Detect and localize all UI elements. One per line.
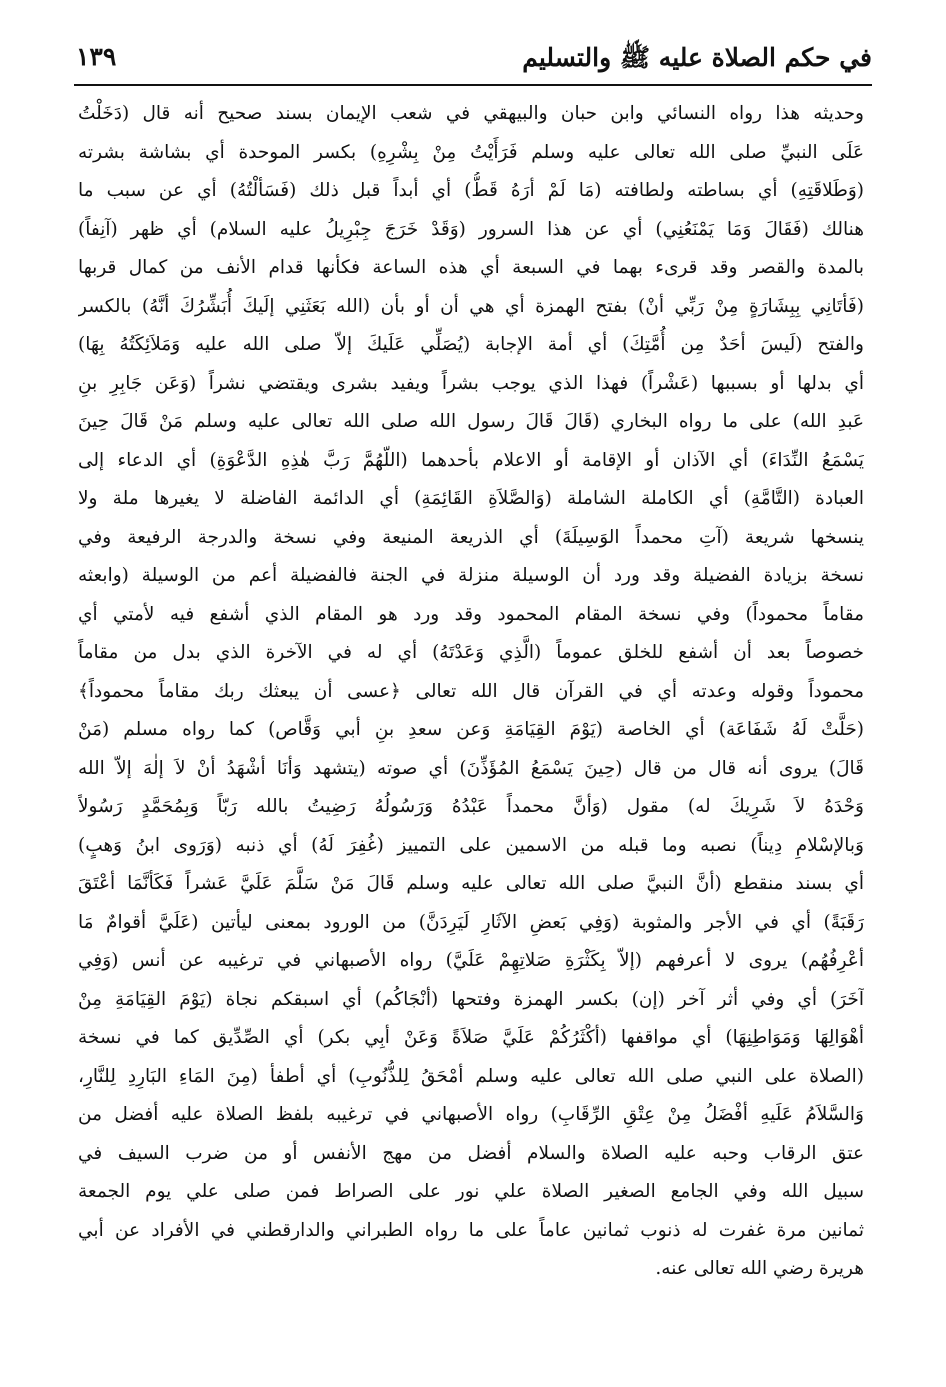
text-line: العبادة (التَّامَّةِ) أي الكاملة الشاملة (وَالصَّلاَةِ القَائِمَةِ) أي الدائمة الفاضلة لا يغيرها ملة ولا (78, 488, 864, 509)
text-line: آخَرَ) أي وفي أثر آخر (إن) بكسر الهمزة وفتحها (أنْجَاكُم) أي اسبقكم نجاة (يَوْمَ القِيَامَةِ مِنْ (78, 988, 864, 1010)
text-line: محموداً وقوله وعدته أي في القرآن قال الله تعالى ﴿عسى أن يبعثك ربك مقاماً محموداً﴾ (78, 680, 864, 702)
text-line: وَحْدَهُ لاَ شَرِيكَ له) مقول (وَأنَّ محمداً عَبْدُهُ وَرَسُولُهُ رَضِيتُ بالله رَبّاً وَبِمُحَمَّدٍ رَسُولاً (78, 796, 864, 817)
text-line: هنالك (فَقَالَ وَمَا يَمْنَعُنِي) أي عن هذا السرور (وَقَدْ خَرَجَ جِبْرِيلُ عليه السلام) أي ظهر (آنِفاً) (78, 218, 864, 240)
text-line: يَسْمَعُ النِّدَاءَ) أي الآذان أو الإقامة أو الاعلام بأحدهما (اللّهُمَّ رَبَّ هٰذِهِ الدَّعْوَةِ) أي الدعاء إلى (78, 449, 864, 471)
text-line: رَقَبَةً) أي في الأجر والمثوبة (وَفِي بَعضِ الآثَارِ لَيَرِدَنَّ) من الورود بمعنى ليأتين (عَلَيَّ أقوامٌ مَا (78, 911, 864, 933)
text-line: خصوصاً بعد أن أشفع للخلق عموماً (الَّذِي وَعَدْتَهُ) أي له في الآخرة الذي بدل من مقاماً (78, 642, 864, 663)
body-text (78, 95, 864, 1289)
text-line: ينسخها شريعة (آتِ محمداً الوَسِيلَةَ) أي الذريعة المنيعة وفي نسخة والدرجة الرفيعة وفي (78, 526, 864, 548)
text-line: وحديثه هذا رواه النسائي وابن حبان والبيهقي في شعب الإيمان بسند صحيح أنه قال (دَخَلْتُ (78, 103, 864, 124)
text-line: أهْوَالِهَا وَمَوَاطِنِهَا) أي مواقفها (أكْثَرُكُمْ عَلَيَّ صَلاَةً وَعَنْ أبِي بكر) أي الصِّدِّيق كما في نسخة (78, 1027, 864, 1048)
text-line: عَبدِ الله) على ما رواه البخاري (قَالَ قَالَ رسول الله صلى الله تعالى عليه وسلم مَنْ قَالَ حِينَ (78, 411, 864, 432)
page-header (74, 36, 872, 86)
text-line: (وَطَلاقَتِهِ) أي بساطته ولطافته (مَا لَمْ أرَهُ قَطُّ) أي أبداً قبل ذلك (فَسَألْتُهُ) أي عن سبب ما (78, 180, 864, 201)
text-line: (فَأتَانِي بِبِشَارَةٍ مِنْ رَبِّي أنْ) بفتح الهمزة أي هي أن أو بأن (الله بَعَثَنِي إلَيكَ أُبَشِّرُكَ أنَّهُ) بالكسر (78, 295, 864, 317)
text-line: أي بدلها أو بسببها (عَشْراً) فهذا الذي يوجب بشراً ويفيد بشرى ويقتضي نشراً (وَعَن جَابِرِ بنِ (78, 372, 864, 394)
text-line: عتق الرقاب وحبه عليه الصلاة والسلام أفضل من مهج الأنفس أو من ضرب السيف في (78, 1142, 864, 1164)
text-line: نسخة بزيادة الفضيلة وقد ورد أن الوسيلة منزلة في الجنة فالفضيلة أعم من الوسيلة (وابعثه (78, 565, 864, 586)
text-line: بالمدة والقصر وقد قرىء بهما في السبعة أي هذه الساعة فكأنها قدام الأنف من كمال قربها (78, 257, 864, 278)
text-line: أعْرِفُهُم) يروى لا أعرفهم (إلاّ بِكَثْرَةِ صَلاتِهِمْ عَلَيَّ) رواه الأصبهاني في ترغيبه عن أنس (وَفِي (78, 950, 864, 971)
text-line: عَلَى النبيِّ صلى الله تعالى عليه وسلم فَرَأَيْتُ مِنْ بِشْرِهِ) بكسر الموحدة أي بشاشة بشرته (78, 141, 864, 163)
text-line: (حَلَّتْ لَهُ شَفَاعَة) أي الخاصة (يَوْمَ القِيَامَةِ وَعن سعدِ بنِ أبي وَقَّاص) كما رواه مسلم (مَنْ (78, 719, 864, 740)
text-line: ثمانين مرة غفرت له ذنوب ثمانين عاماً على ما رواه الطبراني والدارقطني في الأفراد عن أبي (78, 1219, 864, 1241)
text-line: مقاماً محموداً) وفي نسخة المقام المحمود وقد ورد هو المقام الذي أشفع فيه لأمتي أي (78, 603, 864, 625)
text-line: (الصلاة على النبي صلى الله تعالى عليه وسلم أمْحَقُ لِلذُّنُوبِ) أي أطفأ (مِنَ المَاءِ البَارِدِ لِلنَّارِ، (78, 1065, 864, 1087)
page-number: ١٣٩ (76, 42, 117, 71)
text-line: قَالَ) يروى أنه قال من قال (حِينَ يَسْمَعُ المُؤَذِّنَ) أي صوته (يتشهد وَأنَا أشْهَدُ أنْ لاَ إلٰهَ إلاّ الله (78, 757, 864, 779)
text-line: أي بسند منقطع (أنَّ النبيَّ صلى الله تعالى عليه وسلم قَالَ مَنْ سَلَّمَ عَلَيَّ عَشراً فَكَأنَّمَا أعْتَقَ (78, 873, 864, 894)
running-title: في حكم الصلاة عليه ﷺ والتسليم (522, 43, 872, 72)
text-line: وَالسَّلاَمُ عَلَيهِ أفْضَلُ مِنْ عِتْقِ الرِّقَابِ) رواه الأصبهاني في ترغيبه بلفظ الصلاة عليه أفضل من (78, 1104, 864, 1125)
text-line: سبيل الله وفي الجامع الصغير الصلاة علي نور على الصراط فمن صلى علي يوم الجمعة (78, 1181, 864, 1202)
text-line-last: هريرة رضي الله تعالى عنه. (655, 1258, 864, 1279)
text-line: وَبالإسْلامِ دِيناً) نصبه وما قبله من الاسمين على التمييز (غُفِرَ لَهُ) أي ذنبه (وَرَوى ابنُ وَهبٍ) (78, 834, 864, 856)
text-line: والفتح (لَيسَ أحَدٌ مِن أُمَّتِكَ) أي أمة الإجابة (يُصَلِّي عَلَيكَ إلاّ صلى الله عليه وَمَلاَئِكَتُهُ بِهَا) (78, 334, 864, 355)
